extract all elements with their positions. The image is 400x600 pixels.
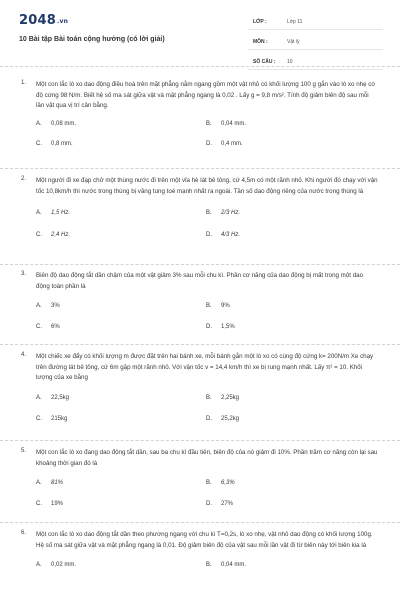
question-divider [0, 264, 400, 265]
header-divider [0, 66, 400, 67]
page-header [0, 0, 400, 65]
meta-value: 10 [287, 58, 293, 65]
question-6 [0, 530, 400, 571]
question-number: 6. [20, 530, 26, 536]
question-divider [0, 168, 400, 169]
option-a[interactable]: A. 81% [36, 480, 64, 486]
option-a[interactable]: A. 1,5 Hz. [36, 210, 71, 216]
option-d[interactable]: D. 25,2kg [206, 415, 240, 422]
meta-label: MÔN : [253, 38, 268, 45]
question-5 [0, 448, 400, 510]
question-text: Một con lắc lò xo dao động tắt dần theo phương ngang với chu kì T=0,2s, lò xo nhẹ, vật nhỏ dao động có khối lượng 100g. Hệ số ma sát giữa vật và mặt phẳng ngang là 0,01. Độ giảm biên độ của vật sau mỗi lần vật đi từ biên này tới biên kia là [36, 531, 373, 549]
document-title: 10 Bài tập Bài toán cộng hưởng (có lời giải) [19, 36, 165, 43]
meta-label: LỚP : [253, 18, 267, 25]
option-b[interactable]: B. 2/3 Hz. [206, 210, 241, 216]
option-c[interactable]: C. 19% [36, 501, 64, 507]
question-text: Một con lắc lò xo dao động điều hoà trên mặt phẳng nằm ngang gồm một vật nhỏ có khối lượng 100 g gắn vào lò xo nhẹ có độ cứng 98 N/m. Biết hệ số ma sát giữa vật và mặt phẳng ngang là 0,02 . Lấy g = 9,8 m/s². Tính độ giảm biên độ sau mỗi lần vật qua vị trí cân bằng. [36, 81, 375, 109]
meta-value: Lớp 11 [287, 18, 303, 25]
options [36, 207, 376, 241]
question-text: Một chiếc xe đẩy có khối lượng m được đặt trên hai bánh xe, mỗi bánh gắn một lò xo có cùng độ cứng k= 200N/m Xe chạy trên đường lát bê tông, cứ 6m gặp một rãnh nhỏ. Với vận tốc v = 14,4 km/h thì xe bị rung mạnh nhất. Lấy π² = 10. Khối lượng của xe bằng [36, 353, 374, 381]
option-d[interactable]: D. 1,5% [206, 324, 235, 330]
meta-row-subject [248, 34, 383, 50]
question-text: Một con lắc lò xo đang dao động tắt dần, sau ba chu kì đầu tiên, biên độ của nó giảm đi 10%. Phần trăm cơ năng còn lại sau khoảng thời gian đó là [36, 449, 378, 467]
option-a[interactable]: A. 0,08 mm. [36, 120, 77, 127]
question-divider [0, 344, 400, 345]
meta-row-count [248, 54, 383, 70]
question-text: Biên độ dao động tắt dần chậm của một vật giảm 3% sau mỗi chu kì. Phần cơ năng của dao động bị mất trong một dao động toàn phần là [36, 272, 364, 290]
meta-label: SỐ CÂU : [253, 58, 276, 65]
question-2 [0, 176, 400, 241]
option-a[interactable]: A. 3% [36, 303, 60, 309]
option-b[interactable]: B. 2,25kg [206, 394, 240, 401]
option-c[interactable]: C. 2,4 Hz. [36, 232, 71, 238]
option-d[interactable]: D. 27% [206, 501, 234, 507]
logo-domain: .vn [56, 18, 69, 25]
options [36, 559, 376, 571]
question-number: 1. [20, 80, 26, 86]
question-divider [0, 522, 400, 523]
meta-value: Vật lý [287, 38, 300, 45]
question-1 [0, 80, 400, 150]
meta-row-class [248, 14, 383, 30]
question-3 [0, 271, 400, 333]
options [36, 392, 376, 425]
option-b[interactable]: B. 0,04 mm. [206, 562, 247, 568]
options [36, 477, 376, 510]
option-c[interactable]: C. 6% [36, 324, 60, 330]
logo-text: 2048 [19, 13, 56, 28]
site-logo[interactable] [19, 13, 68, 28]
option-b[interactable]: B. 9% [206, 303, 230, 309]
options [36, 118, 376, 150]
option-a[interactable]: A. 0,02 mm. [36, 562, 77, 568]
question-text: Một người đi xe đạp chở một thùng nước đi trên một vỉa hè lát bê tông, cứ 4,5m có một rãnh nhỏ. Khi người đó chạy với vận tốc 10,8km/h thì nước trong thùng bị văng tung toé mạnh nhất ra ngoài. Tần số dao động riêng của nước trong thùng là [36, 177, 378, 195]
option-c[interactable]: C. 215kg [36, 415, 68, 422]
options [36, 300, 376, 333]
meta-box [248, 14, 383, 74]
question-number: 3. [20, 271, 26, 277]
question-number: 2. [20, 176, 26, 182]
option-d[interactable]: D. 4/3 Hz. [206, 232, 241, 238]
option-b[interactable]: B. 0,04 mm. [206, 120, 247, 127]
question-4 [0, 352, 400, 425]
option-c[interactable]: C. 0,8 mm. [36, 140, 73, 147]
question-divider [0, 440, 400, 441]
option-a[interactable]: A. 22,5kg [36, 394, 70, 401]
option-b[interactable]: B. 6,3% [206, 480, 235, 486]
option-d[interactable]: D. 0,4 mm. [206, 140, 243, 147]
question-number: 4. [20, 352, 26, 358]
question-number: 5. [20, 448, 26, 454]
